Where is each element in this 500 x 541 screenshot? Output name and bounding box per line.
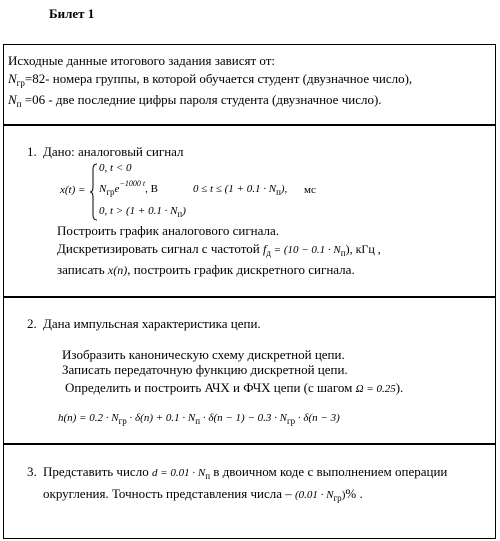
case3-end: ): [182, 205, 186, 217]
d-sub: п: [205, 471, 211, 481]
h-part-c: · δ(n − 1) − 0.3 · N: [200, 412, 287, 424]
xn-symbol: x(n): [107, 263, 128, 277]
task1-given: Дано: аналоговый сигнал: [43, 144, 184, 159]
task3-line-1: [43, 464, 447, 480]
impulse-response-formula: [58, 412, 340, 424]
accuracy-end: ): [341, 489, 346, 501]
task3-text-d: % .: [345, 486, 363, 501]
fd-symbol: f: [262, 242, 267, 256]
signal-case-2: [99, 179, 158, 197]
sample-text: Дискретизировать сигнал с частотой: [57, 241, 263, 256]
h-part-a: h(n) = 0.2 · N: [58, 412, 119, 424]
task2-line-1: Изобразить каноническую схему дискретной цепи.: [62, 347, 345, 362]
task1-line-write: [57, 262, 355, 278]
task3-text-b: в двоичном коде с выполнением операции: [210, 464, 448, 479]
task1-number: 1.: [27, 144, 37, 159]
task1-line-sample: [57, 241, 381, 257]
d-expr: d = 0.01 · N: [151, 467, 206, 479]
intro-line-np: [8, 92, 382, 108]
task2-number: 2.: [27, 316, 37, 331]
np-text: =06 - две последние цифры пароля студента (двузначное число).: [21, 92, 382, 107]
fd-sub: д: [266, 248, 271, 258]
h-sub-2: п: [195, 416, 201, 426]
task3-line-2: [43, 486, 363, 502]
task2-text: Дана импульсная характеристика цепи.: [43, 316, 261, 331]
case2-unit: , В: [145, 183, 158, 195]
signal-lhs: x(t) =: [60, 184, 86, 196]
case2-exp-base: e: [114, 183, 120, 195]
case2-exponent: −1000 t: [119, 179, 146, 188]
write-text-b: , построить график дискретного сигнала.: [127, 262, 355, 277]
fd-expr-end: ), кГц ,: [345, 242, 381, 256]
signal-case-1: 0, t < 0: [99, 162, 132, 174]
fd-expr-sub: п: [340, 248, 346, 258]
intro-line-1: Исходные данные итогового задания зависят от:: [8, 53, 276, 68]
case3-text: 0, t > (1 + 0.1 · N: [99, 205, 178, 217]
ngr-subscript: гр: [16, 78, 25, 88]
h-part-d: · δ(n − 3): [295, 412, 340, 424]
line3-text: Определить и построить АЧХ и ФЧХ цепи (с шагом: [65, 380, 356, 395]
intro-line-ngr: [8, 71, 412, 87]
ngr-symbol: N: [8, 71, 17, 86]
task2-line-3: [65, 380, 403, 396]
task3-text-a: Представить число: [43, 464, 152, 479]
fd-expr: = (10 − 0.1 · N: [270, 244, 341, 256]
np-symbol: N: [8, 92, 17, 107]
case2-n-sub: гр: [106, 187, 115, 197]
ticket-title: Билет 1: [49, 6, 95, 21]
piecewise-brace: [90, 163, 98, 221]
h-part-b: · δ(n) + 0.1 · N: [126, 412, 196, 424]
write-text-a: записать: [57, 262, 108, 277]
accuracy-expr: (0.01 · N: [294, 489, 334, 501]
task1-line-plot: Построить график аналогового сигнала.: [57, 223, 280, 238]
ngr-text: =82- номера группы, в которой обучается студент (двузначное число),: [24, 71, 413, 86]
line3-end: ).: [395, 380, 404, 395]
task3-text-c: округления. Точность представления числа –: [43, 486, 295, 501]
accuracy-sub: гр: [333, 493, 342, 503]
case2-cond-text: 0 ≤ t ≤ (1 + 0.1 · N: [193, 183, 277, 195]
task3-number: 3.: [27, 464, 37, 479]
h-sub-1: гр: [118, 416, 127, 426]
signal-case-3: [99, 205, 186, 217]
case2-cond-end: ),: [280, 183, 288, 195]
signal-case-2-condition: [193, 183, 287, 195]
signal-unit: мс: [304, 184, 316, 196]
omega-expr: Ω = 0.25: [355, 383, 396, 395]
np-subscript: п: [16, 99, 22, 109]
case2-n: N: [99, 183, 107, 195]
case2-cond-sub: п: [276, 187, 281, 197]
case3-sub: п: [177, 209, 183, 219]
h-sub-3: гр: [286, 416, 296, 426]
task2-line-2: Записать передаточную функцию дискретной цепи.: [62, 362, 348, 377]
